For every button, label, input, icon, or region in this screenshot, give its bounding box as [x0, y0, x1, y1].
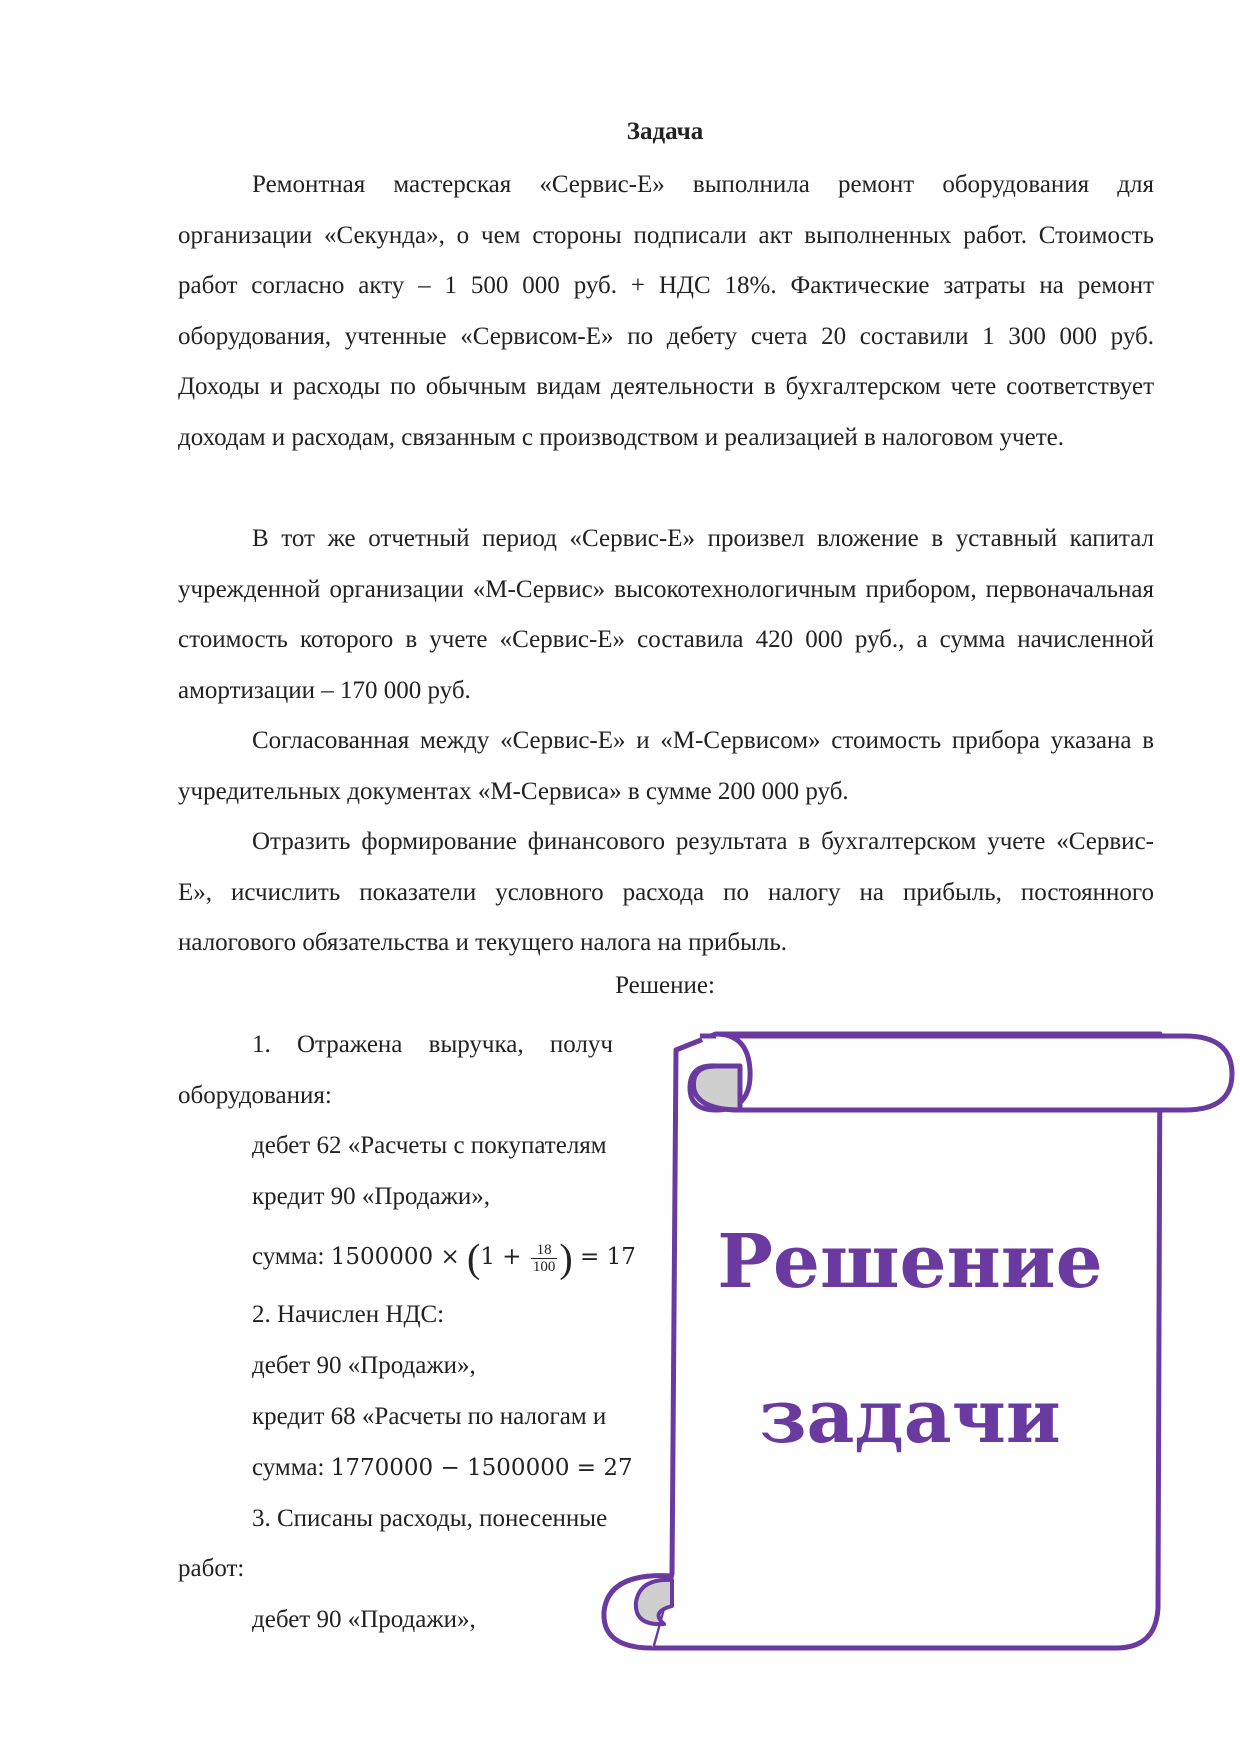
scroll-heading-line-2: задачи: [759, 1374, 1061, 1460]
solution-line-4: кредит 90 «Продажи»,: [252, 1183, 490, 1210]
paren-open: (: [467, 1235, 481, 1281]
solution-title: Решение:: [615, 972, 715, 999]
paren-close: ): [559, 1235, 573, 1281]
scroll-body: [652, 1034, 1160, 1648]
fraction-denominator: 100: [532, 1259, 556, 1275]
solution-line-3: дебет 62 «Расчеты с покупателям: [252, 1132, 607, 1159]
solution-line-1: 1. Отражена выручка, получ: [252, 1031, 613, 1058]
task-paragraph-4: Отразить формирование финансового результата в бухгалтерском учете «Сервис-Е», исчислить показатели условного расхода по налогу на прибыль, постоянного налогового обязательства и текущего налога на прибыль.: [178, 828, 1154, 957]
solution-line-12: дебет 90 «Продажи»,: [252, 1606, 476, 1633]
sum-label-2: сумма:: [252, 1454, 331, 1481]
solution-line-2: оборудования:: [178, 1082, 332, 1109]
sum-label: сумма:: [252, 1243, 331, 1271]
task-paragraph-2: В тот же отчетный период «Сервис-Е» произвел вложение в уставный капитал учрежденной организации «М-Сервис» высокотехнологичным прибором, первоначальная стоимость которого в учете «Сервис-Е» составила 420 000 руб., а сумма начисленной амортизации – 170 000 руб.: [178, 525, 1154, 704]
task-title: Задача: [626, 118, 704, 145]
solution-line-11: работ:: [178, 1555, 245, 1582]
task-paragraph-3: Согласованная между «Сервис-Е» и «М-Сервисом» стоимость прибора указана в учредительных документах «М-Сервиса» в сумме 200 000 руб.: [178, 727, 1154, 805]
scroll-heading-line-1: Решение: [717, 1219, 1103, 1305]
formula-part-c: = 17: [572, 1244, 636, 1271]
solution-line-6: 2. Начислен НДС:: [252, 1301, 445, 1328]
fraction-numerator: 18: [531, 1242, 558, 1259]
task-paragraph-1: Ремонтная мастерская «Сервис-Е» выполнила ремонт оборудования для организации «Секунда», о чем стороны подписали акт выполненных работ. Стоимость работ согласно акту – 1 500 000 руб. + НДС 18%. Фактические затраты на ремонт оборудования, учтенные «Сервисом-Е» по дебету счета 20 составили 1 300 000 руб. Доходы и расходы по обычным видам деятельности в бухгалтерском чете соответствует доходам и расходам, связанным с производством и реализацией в налоговом учете.: [178, 171, 1154, 451]
solution-line-10: 3. Списаны расходы, понесенные: [252, 1505, 608, 1532]
formula-vat: 1770000 − 1500000 = 27: [330, 1455, 633, 1481]
scroll-top-roll: [700, 1036, 1232, 1110]
formula-part-a: 1500000 ×: [330, 1244, 468, 1271]
formula-part-b: 1 +: [480, 1244, 529, 1271]
solution-line-8: кредит 68 «Расчеты по налогам и: [252, 1403, 607, 1430]
solution-line-7: дебет 90 «Продажи»,: [252, 1352, 476, 1379]
